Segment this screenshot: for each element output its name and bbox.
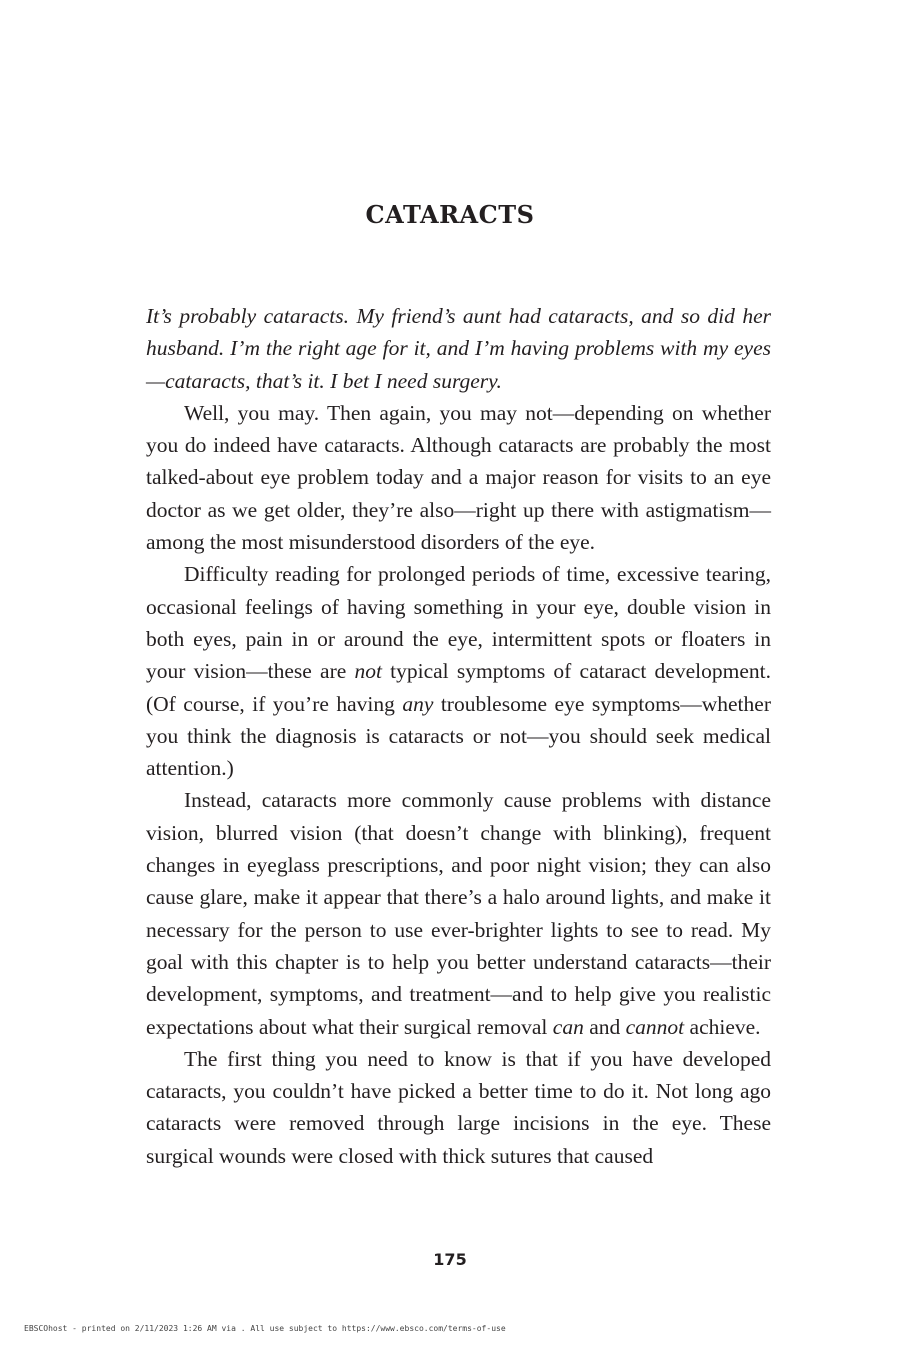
paragraph-text: typical symptoms of cataract development. (Of course, if you’re having (146, 659, 771, 716)
body-paragraph-1: Well, you may. Then again, you may not—depending on whether you do indeed have cataracts. Although cataracts are probably the most talked-about eye problem today and a major reason for visits to an eye doctor as we get older, they’re also—right up there with astigmatism—among the most misunderstood disorders of the eye. (146, 400, 771, 555)
paragraph-text: troublesome eye symptoms—whether you think the diagnosis is cataracts or not—you should seek medical attention.) (146, 691, 771, 781)
emphasis-text: not (354, 659, 382, 684)
body-paragraph-3 (146, 784, 771, 1042)
emphasis-text: cannot (625, 1014, 685, 1039)
paragraph-text: achieve. (684, 1014, 761, 1039)
chapter-title: CATARACTS (365, 200, 535, 229)
emphasis-text: any (402, 691, 434, 716)
body-paragraph-2 (146, 558, 771, 784)
print-footer: EBSCOhost - printed on 2/11/2023 1:26 AM via . All use subject to https://www.ebsco.com/terms-of-use (24, 1324, 506, 1333)
paragraph-text: Difficulty reading for prolonged periods of time, excessive tearing, occasional feelings of having something in your eye, double vision in both eyes, pain in or around the eye, intermittent spots or floaters in your vision—these are (146, 562, 771, 684)
paragraph-text: and (583, 1014, 626, 1039)
paragraph-text: Instead, cataracts more commonly cause problems with distance vision, blurred vision (that doesn’t change with blinking), frequent changes in eyeglass prescriptions, and poor night vision; they can also cause glare, make it appear that there’s a halo around lights, and make it necessary for the person to use ever-brighter lights to see to read. My goal with this chapter is to help you better understand cataracts—their development, symptoms, and treatment—and to help give you realistic expectations about what their surgical removal (146, 788, 771, 1039)
intro-paragraph: It’s probably cataracts. My friend’s aunt had cataracts, and so did her husband. I’m the right age for it, and I’m having problems with my eyes—cataracts, that’s it. I bet I need surgery. (146, 304, 771, 393)
emphasis-text: can (552, 1014, 584, 1039)
body-paragraph-4: The first thing you need to know is that if you have developed cataracts, you couldn’t have picked a better time to do it. Not long ago cataracts were removed through large incisions in the eye. These surgical wounds were closed with thick sutures that caused (146, 1046, 771, 1168)
chapter-body (146, 300, 771, 1172)
page-number: 175 (433, 1250, 467, 1269)
